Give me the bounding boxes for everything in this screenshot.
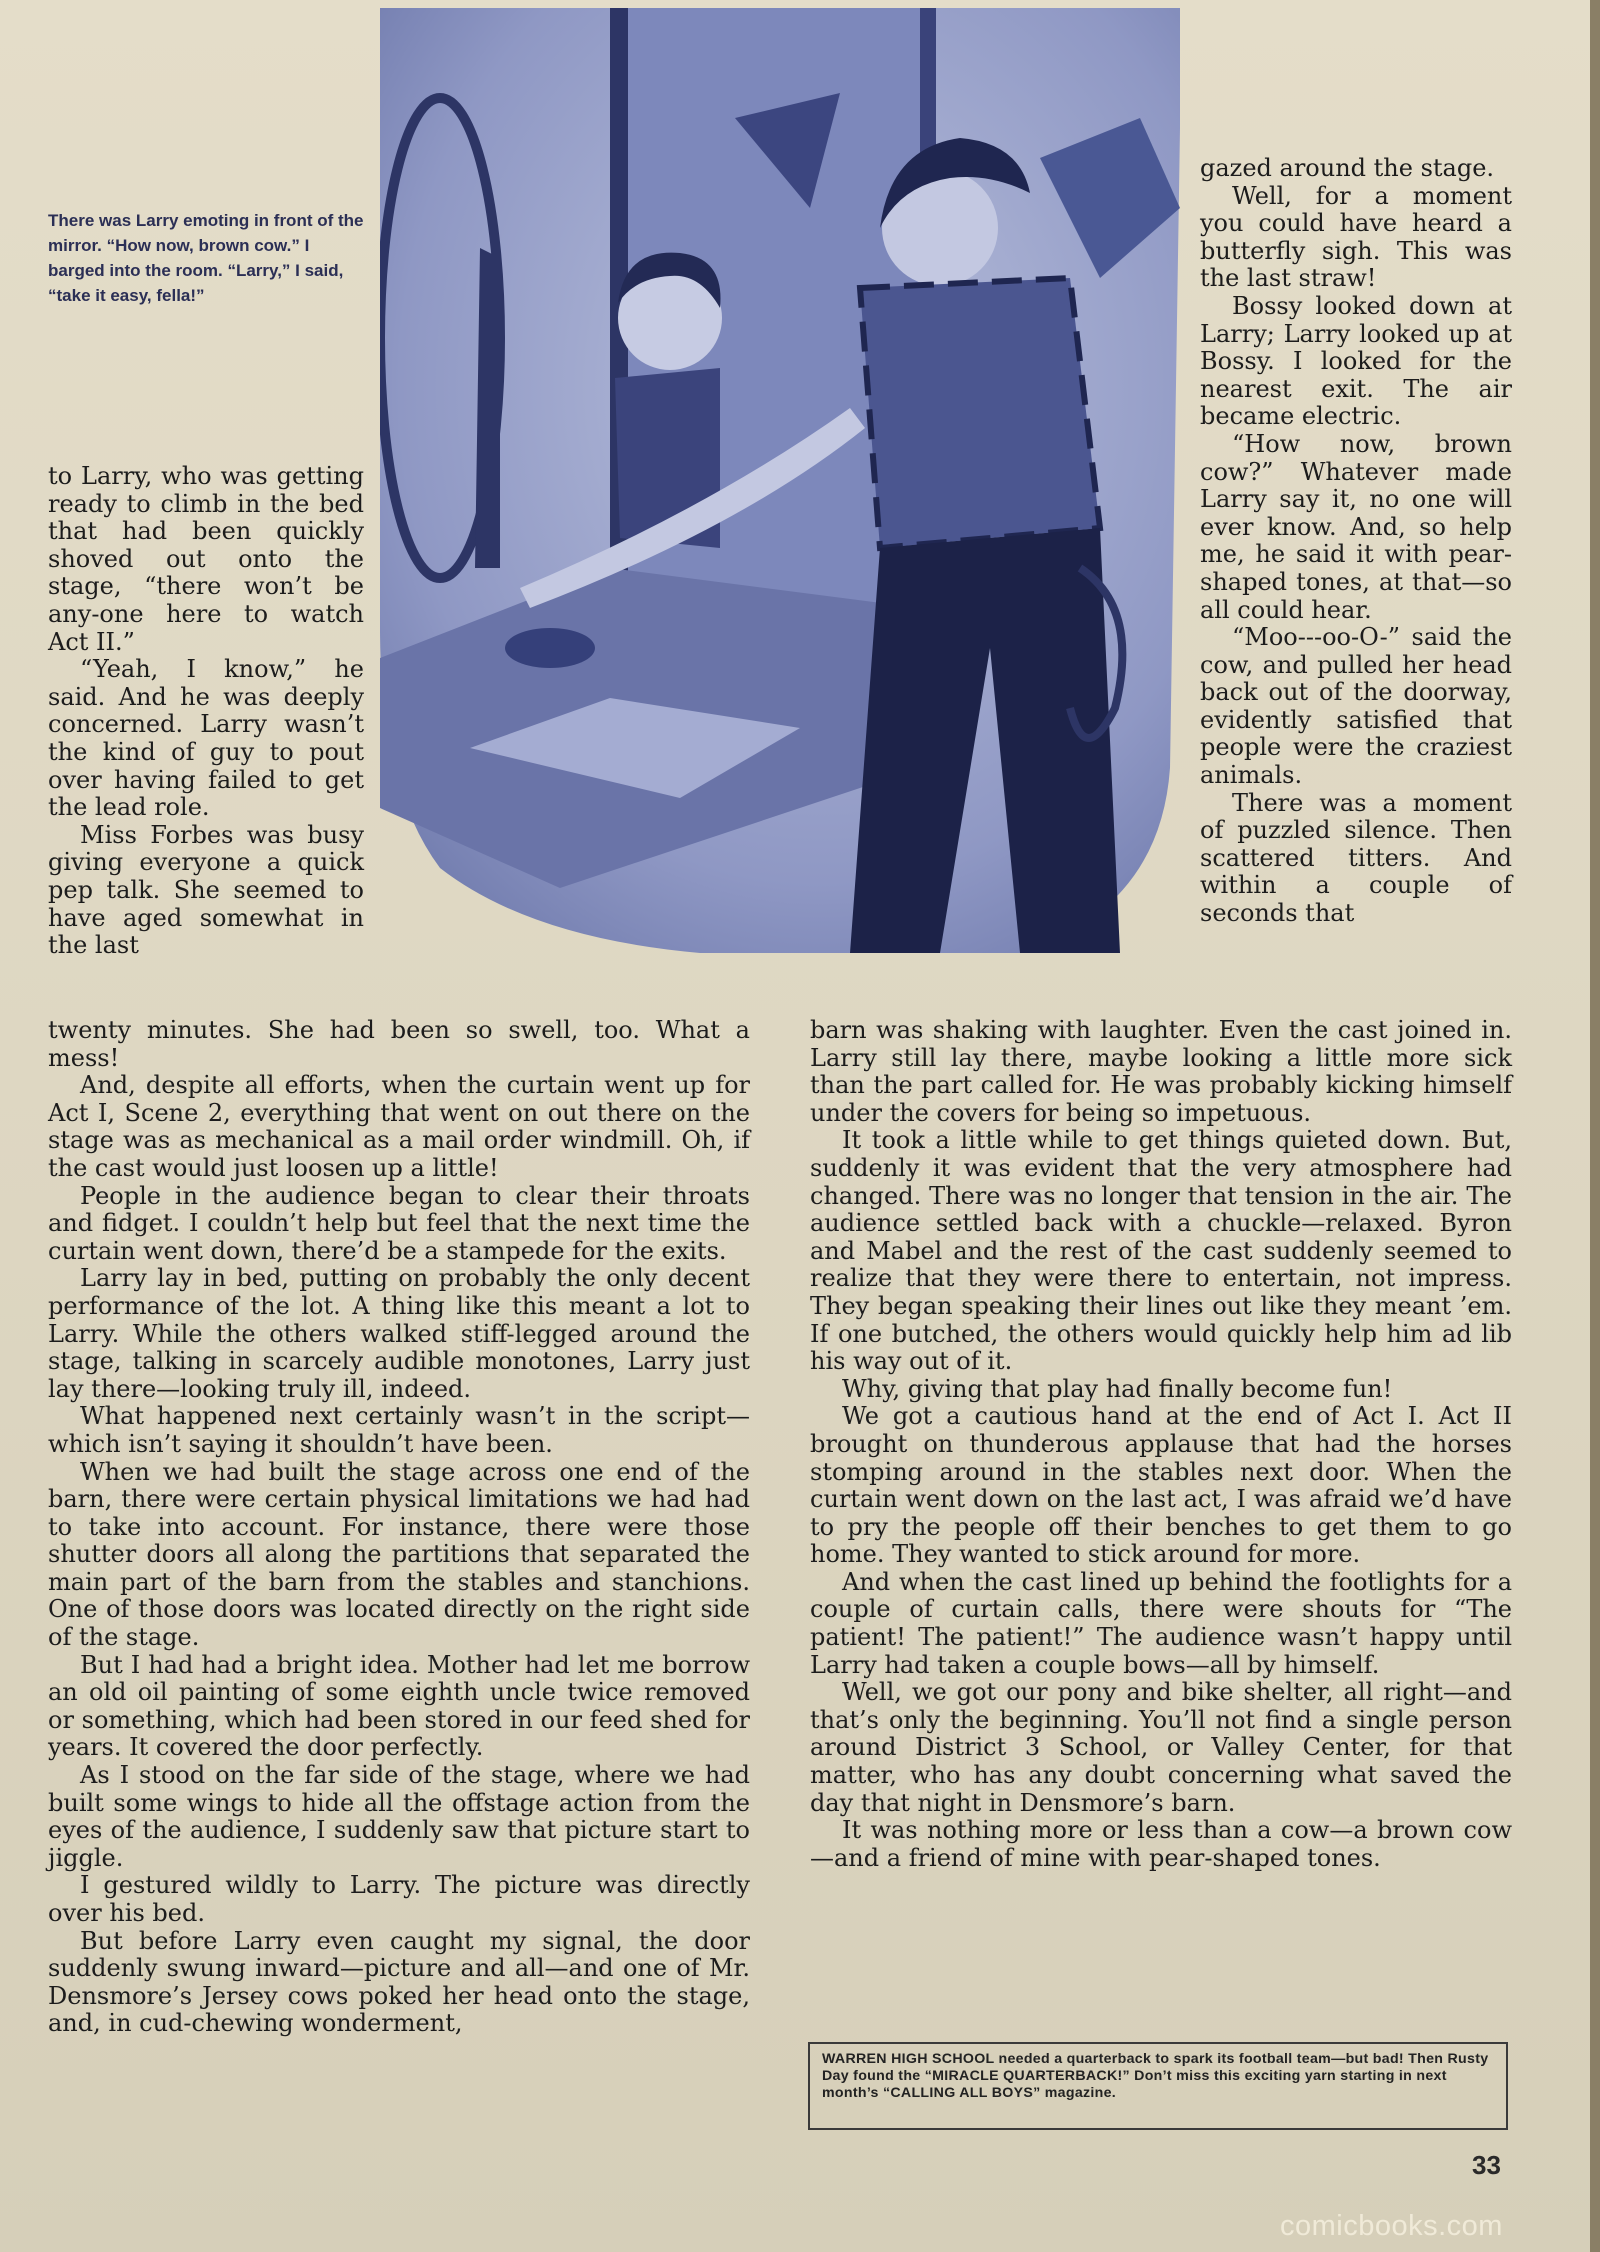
paragraph: But before Larry even caught my signal, the door suddenly swung inward—picture and all—and one of Mr. Densmore’s Jersey cows poked her head onto the stage, and, in cud-chewing wonderment,	[48, 1926, 750, 2038]
paragraph: to Larry, who was getting ready to climb in the bed that had been quickly shoved out onto the stage, “there won’t be any-one here to watch Act II.”	[48, 462, 364, 656]
paragraph: We got a cautious hand at the end of Act I. Act II brought on thunderous applause that had the horses stomping around in the stables next door. When the curtain went down on the last act, I was afraid we’d have to pry the people off their benches to get them to go home. They wanted to stick around for more.	[810, 1402, 1512, 1569]
paragraph: There was a moment of puzzled silence. Then scattered titters. And within a couple of seconds that	[1200, 788, 1512, 928]
left-column-narrow	[48, 463, 364, 960]
caption-text: There was Larry emoting in front of the mirror. “How now, brown cow.” I barged into the room. “Larry,” I said, “take it easy, fella!”	[48, 211, 364, 305]
page-number: 33	[1472, 2150, 1501, 2180]
illustration-caption	[48, 208, 366, 308]
paragraph: “Yeah, I know,” he said. And he was deeply concerned. Larry wasn’t the kind of guy to pout over having failed to get the lead role.	[48, 655, 364, 822]
paragraph: Bossy looked down at Larry; Larry looked up at Bossy. I looked for the nearest exit. The air became electric.	[1200, 291, 1512, 431]
paragraph: “Moo---oo-O-” said the cow, and pulled her head back out of the doorway, evidently satisfied that people were the craziest animals.	[1200, 623, 1512, 790]
paragraph: And, despite all efforts, when the curtain went up for Act I, Scene 2, everything that went on out there on the stage was as mechanical as a mail order windmill. Oh, if the cast would just loosen up a little!	[48, 1071, 750, 1182]
paragraph: As I stood on the far side of the stage, where we had built some wings to hide all the offstage action from the eyes of the audience, I suddenly saw that picture start to jiggle.	[48, 1761, 750, 1872]
paragraph: I gestured wildly to Larry. The picture was directly over his bed.	[48, 1871, 750, 1927]
paragraph: People in the audience began to clear their throats and fidget. I couldn’t help but feel that the next time the curtain went down, there’d be a stampede for the exits.	[48, 1181, 750, 1265]
left-column-wide	[48, 1017, 750, 2038]
paragraph: Well, for a moment you could have heard a butterfly sigh. This was the last straw!	[1200, 181, 1512, 293]
paragraph: “How now, brown cow?” Whatever made Larry say it, no one will ever know. And, so help me, he said it with pear-shaped tones, at that—so all could hear.	[1200, 429, 1512, 624]
paragraph: Larry lay in bed, putting on probably the only decent performance of the lot. A thing like this meant a lot to Larry. While the others walked stiff-legged around the stage, talking in scarcely audible monotones, Larry just lay there—looking truly ill, indeed.	[48, 1264, 750, 1403]
promo-text: WARREN HIGH SCHOOL needed a quarterback to spark its football team—but bad! Then Rusty Day found the “MIRACLE QUARTERBACK!” Don’t miss this exciting yarn starting in next month’s “CALLING ALL BOYS” magazine.	[822, 2051, 1489, 2101]
paragraph: Well, we got our pony and bike shelter, all right—and that’s only the beginning. You’ll not find a single person around District 3 School, or Valley Center, for that matter, who has any doubt concerning what saved the day that night in Densmore’s barn.	[810, 1678, 1512, 1817]
paragraph: twenty minutes. She had been so swell, too. What a mess!	[48, 1016, 750, 1072]
paragraph: It took a little while to get things quieted down. But, suddenly it was evident that the very atmosphere had changed. There was no longer that tension in the air. The audience settled back with a chuckle—relaxed. Byron and Mabel and the rest of the cast suddenly seemed to realize that they were there to entertain, not impress. They began speaking their lines out like they meant ’em. If one butched, the others would quickly help him ad lib his way out of it.	[810, 1126, 1512, 1376]
paragraph: And when the cast lined up behind the footlights for a couple of curtain calls, there were shouts for “The patient! The patient!” The audience wasn’t happy until Larry had taken a couple bows—all by himself.	[810, 1567, 1512, 1679]
right-column-wide	[810, 1017, 1512, 1872]
paragraph: Miss Forbes was busy giving everyone a quick pep talk. She seemed to have aged somewhat in the last	[48, 820, 364, 960]
story-illustration	[380, 8, 1180, 953]
next-month-promo-box	[808, 2042, 1508, 2130]
site-watermark: comicbooks.com	[1280, 2210, 1503, 2242]
paragraph: gazed around the stage.	[1200, 154, 1495, 182]
paragraph: When we had built the stage across one end of the barn, there were certain physical limitations we had had to take into account. For instance, there were those shutter doors all along the partitions that separated the main part of the barn from the stables and stanchions. One of those doors was located directly on the right side of the stage.	[48, 1457, 750, 1652]
page-edge	[1590, 0, 1600, 2252]
paragraph: But I had had a bright idea. Mother had let me borrow an old oil painting of some eighth uncle twice removed or something, which had been stored in our feed shed for years. It covered the door perfectly.	[48, 1650, 750, 1762]
paragraph: barn was shaking with laughter. Even the cast joined in. Larry still lay there, maybe looking a little more sick than the part called for. He was probably kicking himself under the covers for being so impetuous.	[810, 1016, 1512, 1127]
paragraph: Why, giving that play had finally become fun!	[842, 1374, 1393, 1403]
paragraph: What happened next certainly wasn’t in the script—which isn’t saying it shouldn’t have been.	[48, 1402, 750, 1458]
right-column-narrow	[1200, 155, 1512, 928]
paragraph: It was nothing more or less than a cow—a brown cow—and a friend of mine with pear-shaped tones.	[810, 1816, 1512, 1872]
